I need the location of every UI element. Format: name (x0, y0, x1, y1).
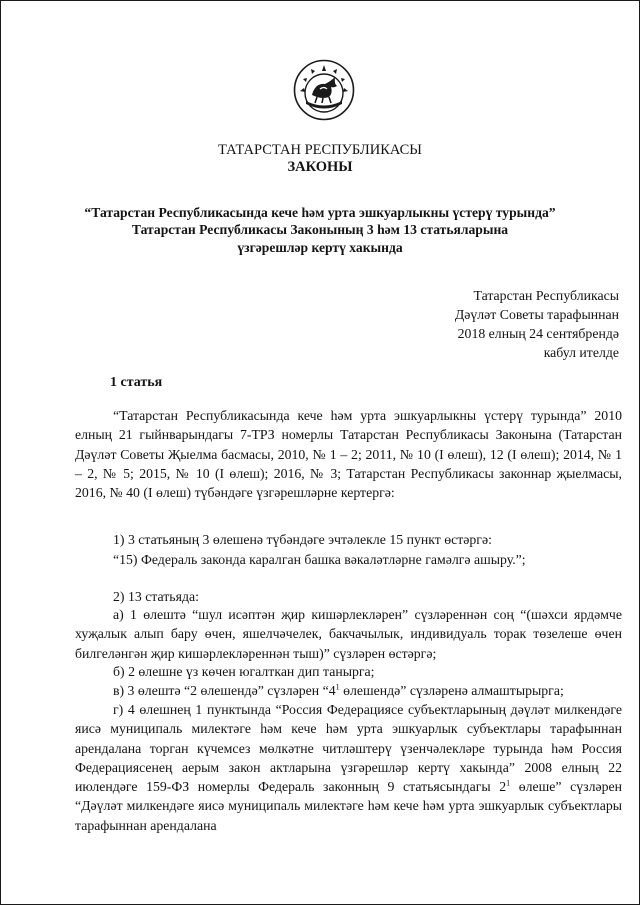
law-title-line-2: Татарстан Республикасы Законының 3 һәм 13 статьяларына (131, 222, 509, 237)
item-2-b-paragraph: б) 2 өлешне үз көчен югалткан дип танырга; (113, 664, 375, 679)
item-2-v-paragraph: в) 3 өлештә “2 өлешендә” сүзләрен “$4^1$ өлешендә” сүзләренә алмаштырырга; (113, 682, 564, 698)
law-label: ЗАКОНЫ (287, 159, 353, 175)
adoption-line-2: Дәүләт Советы тарафыннан (454, 307, 619, 322)
republic-name: ТАТАРСТАН РЕСПУБЛИКАСЫ (218, 142, 422, 158)
item-2-heading: 2) 13 статьяда: (113, 589, 199, 604)
adoption-line-3: 2018 елның 24 сентябрендә (457, 326, 619, 341)
article-heading: 1 статья (110, 375, 163, 390)
item-2-a-paragraph: а) 1 өлештә “шул исәптән җир кишәрлекләрен” сүзләреннән соң “(шәхси ярдәмче хуҗалык алып бару өчен, яшелчәчелек, бакчачылык, индивидуаль торак төзелеше өчен билгеләнгән җир кишәрлекләреннән тыш)” сүзләрен өстәргә; (75, 607, 622, 661)
adoption-line-1: Татарстан Республикасы (473, 288, 619, 303)
adoption-block (455, 286, 619, 362)
law-title-line-1: “Татарстан Республикасында кече һәм урта эшкуарлыкны үстерү турында” (84, 205, 556, 220)
item-1-line-2: “15) Федераль законда каралган башка вәкаләтләрне гамәлгә ашыру.”; (113, 552, 526, 567)
law-title-line-3: үзгәрешләр кертү хакында (237, 240, 403, 255)
adoption-line-4: кабул ителде (543, 345, 619, 360)
item-2-g-paragraph: г) 4 өлешнең 1 пунктында “Россия Федерациясе субъектларының дәүләт милкендәге яисә муниципаль милектәге һәм кече һәм урта эшкуарлык субъектлары тарафыннан арендалана торган күчемсез мөлкәтне читләштерү үзенчәлекләре турында һәм Россия Федерациясенең аерым закон актларына үзгәрешләр кертү хакында” 2008 елның 22 июлендәге 159-ФЗ номерлы Федераль законның 9 статьясындагы $2^1$ өлеше” сүзләрен “Дәүләт милкендәге яисә муниципаль милектәге һәм кече һәм урта эшкуарлык субъектлары тарафыннан арендалана (75, 702, 622, 833)
superscript: 1 (335, 682, 340, 692)
article-intro-paragraph: “Татарстан Республикасында кече һәм урта эшкуарлыкны үстерү турында” 2010 елның 21 гыйнварындагы 7-ТРЗ номерлы Татарстан Республикасы Законына (Татарстан Дәүләт Советы Җыелма басмасы, 2010, № 1 – 2; 2011, № 10 (I өлеш), 12 (I өлеш); 2014, № 1 – 2, № 5; 2015, № 10 (I өлеш); 2016, № 3; Татарстан Республикасы законнар җыелмасы, 2016, № 40 (I өлеш) түбәндәге үзгәрешләрне кертергә: (75, 408, 622, 501)
tatarstan-emblem-icon (293, 59, 355, 121)
superscript: 1 (506, 778, 511, 788)
item-1-line-1: 1) 3 статьяның 3 өлешенә түбәндәге эчтәлекле 15 пункт өстәргә: (113, 532, 492, 547)
